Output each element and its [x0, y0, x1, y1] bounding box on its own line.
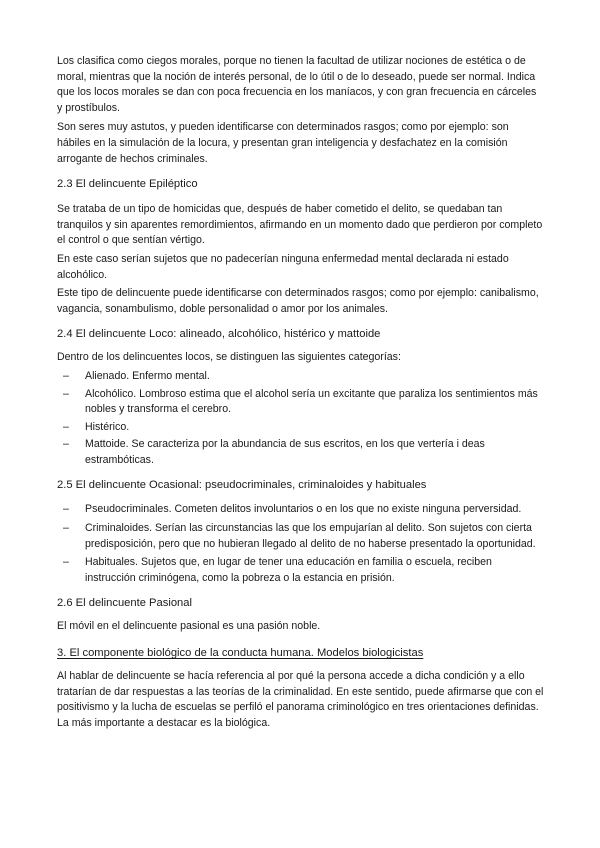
list-item: [57, 555, 544, 586]
list-item-text: Criminaloides. Serían las circunstancias las que los empujarían al delito. Son sujetos con cierta predisposición, pero que no hubieran llegado al delito de no haberse presentado la oportunidad.: [85, 522, 536, 550]
dash-marker: –: [63, 387, 69, 400]
document-page: [57, 54, 544, 731]
paragraph-epileptico-1: Se trataba de un tipo de homicidas que, después de haber cometido el delito, se quedaban tan tranquilos y sin aparentes remordimientos, afirmando en un momento dado que perdieron por completo el control o que sentían vértigo.: [57, 203, 543, 247]
list-item: [57, 420, 544, 436]
paragraph-ciegos-morales: Los clasifica como ciegos morales, porque no tienen la facultad de utilizar nociones de estética o de moral, mientras que la noción de interés personal, de lo útil o de lo deseado, puede ser normal. Indica que los locos morales se dan con poca frecuencia en los maníacos, y con gran frecuencia en cárceles y prostíbulos.: [57, 55, 537, 114]
paragraph-epileptico-3: Este tipo de delincuente puede identificarse con determinados rasgos; como por ejemplo: canibalismo, vagancia, sonambulismo, doble personalidad o amor por los animales.: [57, 287, 539, 315]
list-item: [57, 387, 544, 418]
list-item: [57, 521, 544, 552]
list-item-text: Histérico.: [85, 420, 130, 433]
list-ocasional-categorias: [57, 502, 544, 586]
list-item-text: Mattoide. Se caracteriza por la abundancia de sus escritos, en los que vertería i deas estrambóticas.: [85, 438, 485, 466]
heading-2-5: 2.5 El delincuente Ocasional: pseudocriminales, criminaloides y habituales: [57, 479, 427, 492]
list-item: [57, 369, 544, 385]
paragraph-loco-intro: Dentro de los delincuentes locos, se distinguen las siguientes categorías:: [57, 351, 401, 364]
dash-marker: –: [63, 503, 69, 516]
list-item: [57, 437, 544, 468]
list-item-text: Alcohólico. Lombroso estima que el alcohol sería un excitante que paraliza los sentimientos más nobles y transforma el cerebro.: [85, 387, 538, 416]
paragraph-seres-astutos: Son seres muy astutos, y pueden identificarse con determinados rasgos; como por ejemplo: son hábiles en la simulación de la locura, y presentan gran inteligencia y desfachatez en la comisión arrogante de hechos criminales.: [57, 121, 509, 165]
paragraph-componente-biologico: Al hablar de delincuente se hacía referencia al por qué la persona accede a dicha condición y a ello tratarían de dar respuestas a las teorías de la criminalidad. En este sentido, puede afirmarse que con el positivismo y la lucha de escuelas se perfiló el panorama criminológico en tres orientaciones definidas. La más importante a destacar es la biológica.: [57, 670, 544, 729]
dash-marker: –: [63, 438, 69, 451]
list-loco-categorias: [57, 369, 544, 469]
dash-marker: –: [63, 369, 69, 382]
dash-marker: –: [63, 556, 69, 569]
dash-marker: –: [63, 522, 69, 535]
heading-section-3: 3. El componente biológico de la conducta humana. Modelos biologicistas: [57, 647, 424, 660]
dash-marker: –: [63, 420, 69, 433]
paragraph-pasional: El móvil en el delincuente pasional es una pasión noble.: [57, 620, 321, 633]
list-item-text: Alienado. Enfermo mental.: [85, 369, 210, 382]
list-item-text: Habituales. Sujetos que, en lugar de tener una educación en familia o escuela, reciben instrucción criminógena, como la pobreza o la estancia en prisión.: [85, 556, 492, 584]
list-item-text: Pseudocriminales. Cometen delitos involuntarios o en los que no existe ninguna perversidad.: [85, 503, 522, 516]
heading-2-6: 2.6 El delincuente Pasional: [57, 597, 192, 610]
heading-2-4: 2.4 El delincuente Loco: alineado, alcohólico, histérico y mattoide: [57, 328, 381, 341]
heading-2-3: 2.3 El delincuente Epiléptico: [57, 178, 198, 191]
list-item: [57, 502, 544, 518]
paragraph-epileptico-2: En este caso serían sujetos que no padecerían ninguna enfermedad mental declarada ni estado alcohólico.: [57, 252, 509, 281]
